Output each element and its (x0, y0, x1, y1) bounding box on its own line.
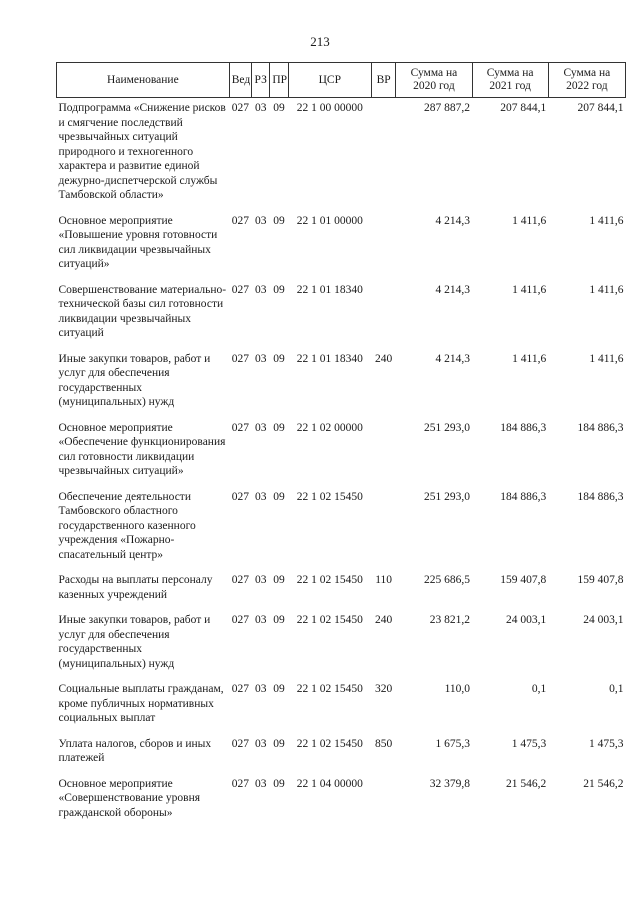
table-cell-sum-2022: 24 003,1 (583, 614, 624, 626)
table-cell-name: Основное мероприятие «Повышение уровня готовности сил ликвидации чрезвычайных ситуаций» (58, 214, 218, 270)
table-cell-sum-2021: 1 411,6 (512, 352, 547, 365)
header-sum-2022: Сумма на 2022 год (548, 63, 625, 98)
table-cell-sum-2021: 184 886,3 (500, 421, 547, 434)
table-cell-sum-2020: 4 214,3 (435, 283, 471, 296)
table-cell-sum-2022: 207 844,1 (577, 102, 624, 114)
header-sum-2021: Сумма на 2021 год (472, 63, 548, 98)
table-cell-pr: 09 (273, 683, 285, 695)
table-cell-sum-2021: 1 411,6 (512, 283, 547, 296)
table-cell-sum-2021: 1 475,3 (511, 737, 547, 750)
table-cell-ved: 027 (231, 683, 250, 695)
table-cell-pr: 09 (273, 214, 285, 227)
table-cell-ved: 027 (231, 614, 250, 626)
table-cell-csr: 22 1 04 00000 (296, 777, 363, 790)
table-cell-csr: 22 1 00 00000 (296, 102, 363, 114)
table-cell-vr (371, 98, 395, 211)
table-header-row (57, 63, 626, 98)
table-cell-name: Обеспечение деятельности Тамбовского областного государственного казенного учреждения «Пожарно-спасательный центр» (58, 490, 196, 561)
table-cell-csr: 22 1 01 18340 (296, 352, 363, 365)
table-cell-sum-2021: 207 844,1 (500, 102, 547, 114)
table-cell-rz: 03 (254, 614, 267, 626)
table-cell-ved: 027 (231, 777, 250, 790)
table-cell-rz: 03 (254, 102, 267, 114)
table-cell-pr: 09 (273, 614, 285, 626)
table-cell-sum-2022: 1 475,3 (589, 737, 624, 750)
table-row (57, 280, 626, 349)
table-cell-ved: 027 (231, 490, 250, 503)
table-cell-csr: 22 1 01 18340 (296, 283, 363, 296)
table-cell-ved: 027 (231, 737, 250, 750)
table-cell-vr: 240 (375, 614, 393, 626)
table-cell-pr: 09 (273, 421, 285, 434)
table-row (57, 349, 626, 418)
table-cell-sum-2020: 225 686,5 (424, 574, 471, 586)
table-cell-csr: 22 1 02 00000 (296, 421, 363, 434)
table-cell-name: Социальные выплаты гражданам, кроме публичных нормативных социальных выплат (58, 683, 224, 724)
page-number: 213 (310, 34, 330, 49)
table-row (57, 679, 626, 734)
table-cell-sum-2021: 0,1 (531, 683, 547, 695)
table-cell-vr (371, 487, 395, 571)
table-cell-vr (371, 211, 395, 280)
table-cell-sum-2022: 21 546,2 (583, 777, 624, 790)
table-cell-vr (371, 774, 395, 829)
table-row (57, 610, 626, 679)
table-row (57, 487, 626, 571)
table-cell-rz: 03 (254, 352, 267, 365)
header-pr: ПР (270, 63, 288, 98)
table-cell-csr: 22 1 02 15450 (296, 683, 363, 695)
header-rz: РЗ (252, 63, 270, 98)
table-cell-ved: 027 (231, 352, 250, 365)
table-cell-name: Подпрограмма «Снижение рисков и смягчение последствий чрезвычайных ситуаций природного и техногенного характера и развитие единой дежурно-диспетчерской службы Тамбовской области» (58, 102, 226, 201)
table-cell-sum-2020: 23 821,2 (429, 614, 471, 626)
table-cell-sum-2020: 4 214,3 (435, 352, 471, 365)
table-cell-ved: 027 (231, 214, 250, 227)
table-cell-name: Основное мероприятие «Обеспечение функционирования сил готовности ликвидации чрезвычайных ситуаций» (58, 421, 226, 477)
table-cell-ved: 027 (231, 574, 250, 586)
table-cell-sum-2022: 159 407,8 (577, 574, 624, 586)
table-cell-name: Основное мероприятие «Совершенствование уровня гражданской обороны» (58, 777, 201, 819)
table-cell-rz: 03 (254, 574, 267, 586)
table-cell-vr (371, 280, 395, 349)
table-row (57, 418, 626, 487)
table-row (57, 98, 626, 211)
table-cell-name: Иные закупки товаров, работ и услуг для обеспечения государственных (муниципальных) нужд (58, 352, 211, 408)
table-cell-pr: 09 (273, 737, 285, 750)
table-cell-vr: 850 (375, 737, 393, 750)
table-cell-pr: 09 (273, 490, 285, 503)
header-ved: Вед (229, 63, 251, 98)
table-cell-vr: 240 (375, 352, 393, 365)
table-cell-sum-2021: 1 411,6 (512, 214, 547, 227)
table-cell-pr: 09 (273, 777, 285, 790)
table-cell-pr: 09 (273, 352, 285, 365)
table-cell-sum-2022: 0,1 (609, 683, 624, 695)
table-cell-name: Иные закупки товаров, работ и услуг для обеспечения государственных (муниципальных) нужд (58, 614, 211, 670)
table-cell-rz: 03 (254, 777, 267, 790)
table-cell-name: Расходы на выплаты персоналу казенных учреждений (58, 574, 213, 601)
table-cell-sum-2022: 1 411,6 (589, 283, 624, 296)
table-cell-sum-2022: 1 411,6 (589, 352, 624, 365)
table-cell-sum-2020: 251 293,0 (424, 421, 471, 434)
table-cell-csr: 22 1 02 15450 (296, 490, 363, 503)
table-cell-pr: 09 (273, 283, 285, 296)
table-row (57, 570, 626, 610)
table-row (57, 774, 626, 829)
header-csr: ЦСР (288, 63, 371, 98)
table-row (57, 734, 626, 774)
table-cell-sum-2020: 287 887,2 (424, 102, 471, 114)
table-cell-csr: 22 1 02 15450 (296, 574, 363, 586)
table-cell-rz: 03 (254, 283, 267, 296)
header-name: Наименование (57, 63, 230, 98)
table-cell-ved: 027 (231, 283, 250, 296)
budget-table (56, 62, 626, 828)
table-cell-name: Совершенствование материально-технической базы сил готовности ликвидации чрезвычайных ситуаций (58, 283, 227, 339)
table-cell-ved: 027 (231, 102, 250, 114)
table-cell-pr: 09 (273, 102, 285, 114)
table-cell-sum-2021: 159 407,8 (500, 574, 547, 586)
table-cell-csr: 22 1 02 15450 (296, 737, 363, 750)
table-cell-sum-2022: 184 886,3 (577, 421, 624, 434)
table-cell-pr: 09 (273, 574, 285, 586)
table-cell-vr: 110 (375, 574, 393, 586)
table-cell-sum-2021: 24 003,1 (505, 614, 547, 626)
table-cell-sum-2022: 1 411,6 (589, 214, 624, 227)
table-cell-vr: 320 (375, 683, 393, 695)
table-cell-sum-2020: 32 379,8 (429, 777, 471, 790)
table-cell-ved: 027 (231, 421, 250, 434)
table-cell-sum-2020: 251 293,0 (424, 490, 471, 503)
table-row (57, 211, 626, 280)
table-cell-vr (371, 418, 395, 487)
table-cell-sum-2022: 184 886,3 (577, 490, 624, 503)
table-cell-rz: 03 (254, 737, 267, 750)
header-sum-2020: Сумма на 2020 год (396, 63, 472, 98)
header-vr: ВР (371, 63, 395, 98)
table-cell-rz: 03 (254, 421, 267, 434)
table-cell-csr: 22 1 02 15450 (296, 614, 363, 626)
table-cell-rz: 03 (254, 683, 267, 695)
table-cell-rz: 03 (254, 214, 267, 227)
table-cell-sum-2021: 21 546,2 (505, 777, 547, 790)
table-cell-name: Уплата налогов, сборов и иных платежей (58, 737, 212, 764)
table-cell-sum-2020: 1 675,3 (435, 737, 471, 750)
table-cell-sum-2020: 4 214,3 (435, 214, 471, 227)
table-cell-csr: 22 1 01 00000 (296, 214, 363, 227)
table-cell-sum-2020: 110,0 (444, 683, 471, 695)
table-cell-sum-2021: 184 886,3 (500, 490, 547, 503)
table-cell-rz: 03 (254, 490, 267, 503)
